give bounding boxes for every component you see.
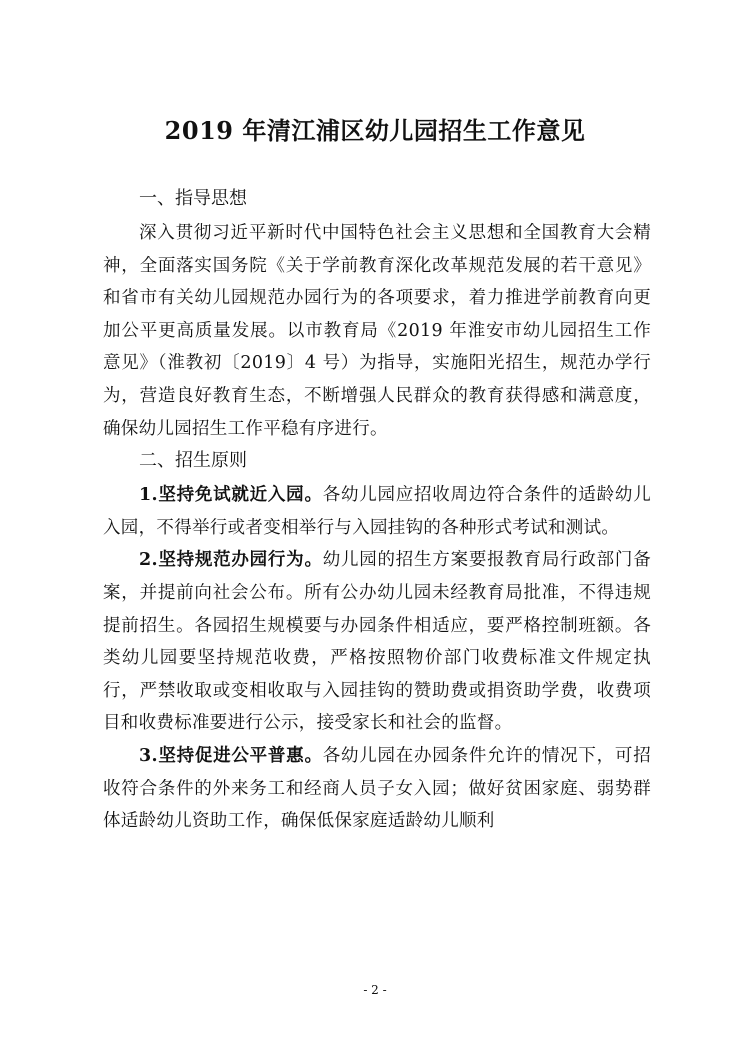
section-heading: 二、招生原则 <box>139 450 247 472</box>
paragraph-text: 各幼儿园应招收周边符合条件的适龄幼儿入园，不得举行或者变相举行与入园挂钩的各种形式考试和测试。 <box>103 485 651 538</box>
paragraph-text: 各幼儿园在办园条件允许的情况下，可招收符合条件的外来务工和经商人员子女入园；做好贫困家庭、弱势群体适龄幼儿资助工作，确保低保家庭适龄幼儿顺利 <box>103 745 651 832</box>
paragraph-text: 深入贯彻习近平新时代中国特色社会主义思想和全国教育大会精神，全面落实国务院《关于学前教育深化改革规范发展的若干意见》和省市有关幼儿园规范办园行为的各项要求，着力推进学前教育向更加公平更高质量发展。以市教育局《2019 年淮安市幼儿园招生工作意见》（淮教初〔2019〕4 号）为指导，实施阳光招生，规范办学行为，营造良好教育生态，不断增强人民群众的教育获得感和满意度，确保幼儿园招生工作平稳有序进行。 <box>103 223 651 439</box>
document-body <box>103 183 651 838</box>
paragraph <box>103 740 651 838</box>
paragraph <box>103 479 651 544</box>
paragraph <box>103 217 651 445</box>
section-enrollment-principles <box>103 445 651 838</box>
paragraph-lead: 2.坚持规范办园行为。 <box>139 550 323 571</box>
paragraph-lead: 1.坚持免试就近入园。 <box>139 485 323 506</box>
section-guiding-ideology <box>103 183 651 445</box>
paragraph-text: 幼儿园的招生方案要报教育局行政部门备案，并提前向社会公布。所有公办幼儿园未经教育局批准，不得违规提前招生。各园招生规模要与办园条件相适应，要严格控制班额。各类幼儿园要坚持规范收费，严格按照物价部门收费标准文件规定执行，严禁收取或变相收取与入园挂钩的赞助费或捐资助学费，收费项目和收费标准要进行公示，接受家长和社会的监督。 <box>103 550 651 734</box>
paragraph-lead: 3.坚持促进公平普惠。 <box>139 745 323 766</box>
paragraph <box>103 544 651 740</box>
section-heading: 一、指导思想 <box>139 188 247 209</box>
page-number: - 2 - <box>363 983 387 997</box>
document-title: 2019 年清江浦区幼儿园招生工作意见 <box>164 116 586 145</box>
